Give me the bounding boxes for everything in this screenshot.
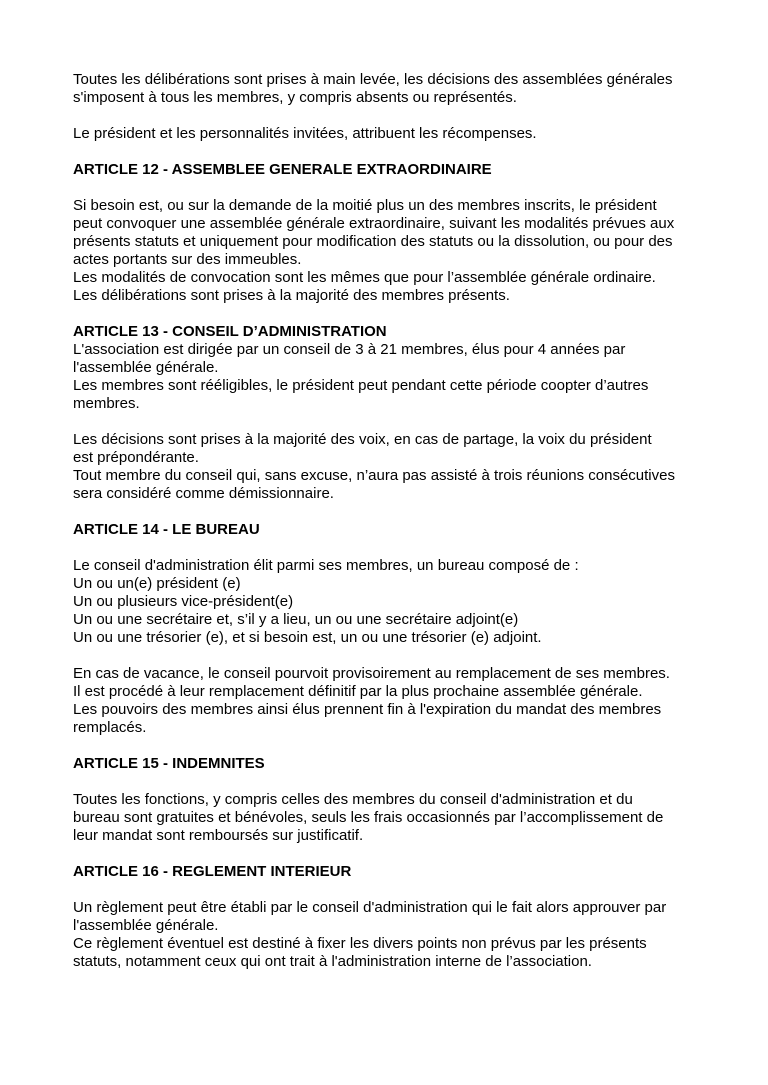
spacer: [73, 413, 728, 431]
text-line: présents statuts et uniquement pour modification des statuts ou la dissolution, ou pour des: [73, 233, 673, 250]
text-line: Si besoin est, ou sur la demande de la moitié plus un des membres inscrits, le président: [73, 197, 657, 214]
text-line: Un ou un(e) président (e): [73, 575, 241, 592]
text-line: Toutes les délibérations sont prises à main levée, les décisions des assemblées générales: [73, 71, 673, 88]
text-line: est prépondérante.: [73, 449, 199, 466]
text-line: Le président et les personnalités invitées, attribuent les récompenses.: [73, 125, 537, 142]
text-line: actes portants sur des immeubles.: [73, 251, 302, 268]
text-line: statuts, notamment ceux qui ont trait à l'administration interne de l’association.: [73, 953, 592, 970]
text-line: Toutes les fonctions, y compris celles des membres du conseil d'administration et du: [73, 791, 633, 808]
spacer: [73, 647, 728, 665]
text-line: Un règlement peut être établi par le conseil d'administration qui le fait alors approuver par: [73, 899, 667, 916]
document-body: [73, 71, 728, 971]
text-line: Un ou une trésorier (e), et si besoin est, un ou une trésorier (e) adjoint.: [73, 629, 542, 646]
text-line: membres.: [73, 395, 140, 412]
paragraph: [73, 899, 728, 971]
spacer: [73, 737, 728, 755]
text-line: s'imposent à tous les membres, y compris absents ou représentés.: [73, 89, 517, 106]
text-line: Il est procédé à leur remplacement définitif par la plus prochaine assemblée générale.: [73, 683, 643, 700]
paragraph: [73, 341, 728, 413]
spacer: [73, 179, 728, 197]
text-line: peut convoquer une assemblée générale extraordinaire, suivant les modalités prévues aux: [73, 215, 675, 232]
spacer: [73, 845, 728, 863]
text-line: Un ou plusieurs vice-président(e): [73, 593, 294, 610]
paragraph: [73, 557, 728, 647]
paragraph: [73, 791, 728, 845]
text-line: Les pouvoirs des membres ainsi élus prennent fin à l'expiration du mandat des membres: [73, 701, 662, 718]
text-line: L'association est dirigée par un conseil de 3 à 21 membres, élus pour 4 années par: [73, 341, 626, 358]
text-line: En cas de vacance, le conseil pourvoit provisoirement au remplacement de ses membres.: [73, 665, 670, 682]
paragraph: [73, 665, 728, 737]
spacer: [73, 503, 728, 521]
text-line: leur mandat sont remboursés sur justificatif.: [73, 827, 364, 844]
article-heading: ARTICLE 16 - REGLEMENT INTERIEUR: [73, 863, 352, 880]
text-line: l'assemblée générale.: [73, 917, 219, 934]
article-heading: ARTICLE 15 - INDEMNITES: [73, 755, 265, 772]
text-line: Tout membre du conseil qui, sans excuse, n’aura pas assisté à trois réunions consécutives: [73, 467, 675, 484]
spacer: [73, 539, 728, 557]
paragraph: [73, 71, 728, 107]
text-line: Ce règlement éventuel est destiné à fixer les divers points non prévus par les présents: [73, 935, 647, 952]
article-heading: ARTICLE 12 - ASSEMBLEE GENERALE EXTRAORDINAIRE: [73, 161, 492, 178]
text-line: sera considéré comme démissionnaire.: [73, 485, 334, 502]
paragraph: [73, 197, 728, 305]
paragraph: [73, 431, 728, 503]
spacer: [73, 107, 728, 125]
article-heading: ARTICLE 14 - LE BUREAU: [73, 521, 260, 538]
spacer: [73, 305, 728, 323]
spacer: [73, 143, 728, 161]
text-line: Les décisions sont prises à la majorité des voix, en cas de partage, la voix du président: [73, 431, 652, 448]
spacer: [73, 773, 728, 791]
text-line: l'assemblée générale.: [73, 359, 219, 376]
text-line: Les délibérations sont prises à la majorité des membres présents.: [73, 287, 510, 304]
paragraph: [73, 125, 728, 143]
text-line: remplacés.: [73, 719, 147, 736]
article-heading: ARTICLE 13 - CONSEIL D’ADMINISTRATION: [73, 323, 387, 340]
text-line: bureau sont gratuites et bénévoles, seuls les frais occasionnés par l’accomplissement de: [73, 809, 664, 826]
text-line: Les modalités de convocation sont les mêmes que pour l’assemblée générale ordinaire.: [73, 269, 656, 286]
spacer: [73, 881, 728, 899]
text-line: Un ou une secrétaire et, s’il y a lieu, un ou une secrétaire adjoint(e): [73, 611, 519, 628]
text-line: Le conseil d'administration élit parmi ses membres, un bureau composé de :: [73, 557, 579, 574]
text-line: Les membres sont rééligibles, le président peut pendant cette période coopter d’autres: [73, 377, 649, 394]
